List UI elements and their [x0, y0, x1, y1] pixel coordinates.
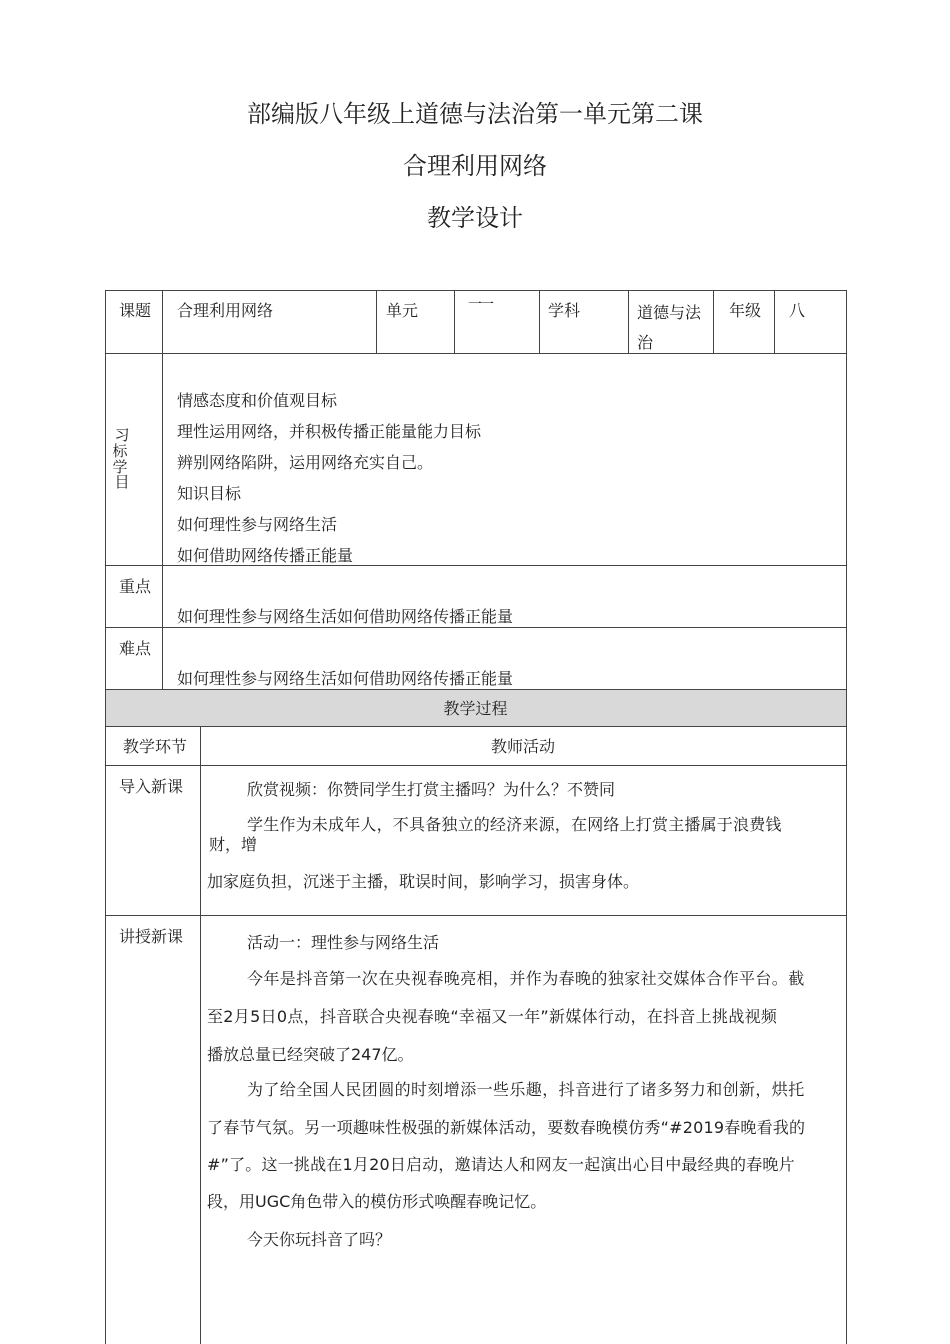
lecture-line: 为了给全国人民团圆的时刻增添一些乐趣，抖音进行了诸多努力和创新，烘托 — [247, 1080, 805, 1099]
topic-value: 合理利用网络 — [177, 301, 274, 320]
grid-line — [628, 290, 629, 353]
goal-line: 情感态度和价值观目标 — [177, 391, 338, 410]
subject-value-line2: 治 — [637, 333, 654, 352]
grid-line — [105, 290, 106, 1344]
goal-line: 辨别网络陷阱，运用网络充实自己。 — [177, 453, 434, 472]
goal-line: 如何理性参与网络生活 — [177, 515, 338, 534]
grid-line — [105, 290, 847, 291]
lecture-line: 了春节气氛。另一项趣味性极强的新媒体活动，要数春晚模仿秀“#2019春晚看我的 — [207, 1118, 806, 1137]
grade-value: 八 — [789, 301, 806, 320]
goals-label-part2: 标学 — [112, 442, 128, 476]
subject-label: 学科 — [548, 301, 581, 320]
grid-line — [105, 627, 847, 628]
doc-title-line1: 部编版八年级上道德与法治第一单元第二课 — [247, 100, 703, 128]
grid-line — [774, 290, 775, 353]
key-point-text: 如何理性参与网络生活如何借助网络传播正能量 — [177, 607, 514, 626]
grid-line — [162, 353, 163, 689]
grid-line — [454, 290, 455, 353]
subject-value-line1: 道德与法 — [637, 303, 702, 322]
unit-value: 一一 — [468, 297, 492, 313]
grid-line — [105, 353, 847, 354]
lecture-line: 活动一：理性参与网络生活 — [247, 933, 440, 952]
intro-stage: 导入新课 — [119, 777, 184, 796]
key-point-label: 重点 — [119, 577, 152, 596]
grid-line — [713, 290, 714, 353]
grid-line — [105, 765, 847, 766]
intro-line: 财，增 — [209, 835, 258, 854]
topic-label: 课题 — [119, 301, 152, 320]
intro-line: 学生作为未成年人，不具备独立的经济来源，在网络上打赏主播属于浪费钱 — [247, 815, 782, 834]
grid-line — [105, 726, 847, 727]
lecture-line: #”了。这一挑战在1月20日启动，邀请达人和网友一起演出心目中最经典的春晚片 — [207, 1155, 795, 1174]
lecture-line: 今天你玩抖音了吗？ — [247, 1230, 392, 1249]
goal-line: 如何借助网络传播正能量 — [177, 546, 354, 565]
goal-line: 理性运用网络，并积极传播正能量能力目标 — [177, 422, 482, 441]
col-stage-header: 教学环节 — [123, 737, 188, 756]
goal-line: 知识目标 — [177, 484, 242, 503]
lecture-line: 至2月5日0点，抖音联合央视春晚“幸福又一年”新媒体行动，在抖音上挑战视频 — [207, 1007, 778, 1026]
grid-line — [376, 290, 377, 353]
goals-label-part1: 习 — [114, 426, 130, 444]
difficulty-label: 难点 — [119, 639, 152, 658]
lecture-stage: 讲授新课 — [119, 927, 184, 946]
difficulty-text: 如何理性参与网络生活如何借助网络传播正能量 — [177, 669, 514, 688]
intro-line: 欣赏视频：你赞同学生打赏主播吗？为什么？不赞同 — [247, 780, 616, 799]
doc-title-line2: 合理利用网络 — [403, 152, 547, 180]
goals-label-part3: 目 — [114, 473, 130, 491]
lecture-line: 播放总量已经突破了247亿。 — [207, 1045, 414, 1064]
lecture-line: 今年是抖音第一次在央视春晚亮相，并作为春晚的独家社交媒体合作平台。截 — [247, 969, 805, 988]
grade-label: 年级 — [729, 301, 762, 320]
col-activity-header: 教师活动 — [490, 737, 555, 756]
grid-line — [105, 689, 847, 690]
grid-line — [539, 290, 540, 353]
grid-line — [200, 726, 201, 1344]
intro-line: 加家庭负担，沉迷于主播，耽误时间，影响学习，损害身体。 — [207, 872, 640, 891]
lecture-line: 段，用UGC角色带入的模仿形式唤醒春晚记忆。 — [207, 1192, 547, 1211]
goals-label — [108, 428, 132, 490]
grid-line — [846, 290, 847, 1344]
unit-label: 单元 — [386, 301, 419, 320]
grid-line — [162, 290, 163, 353]
grid-line — [105, 915, 847, 916]
process-title: 教学过程 — [443, 699, 508, 718]
doc-title-line3: 教学设计 — [427, 204, 523, 232]
